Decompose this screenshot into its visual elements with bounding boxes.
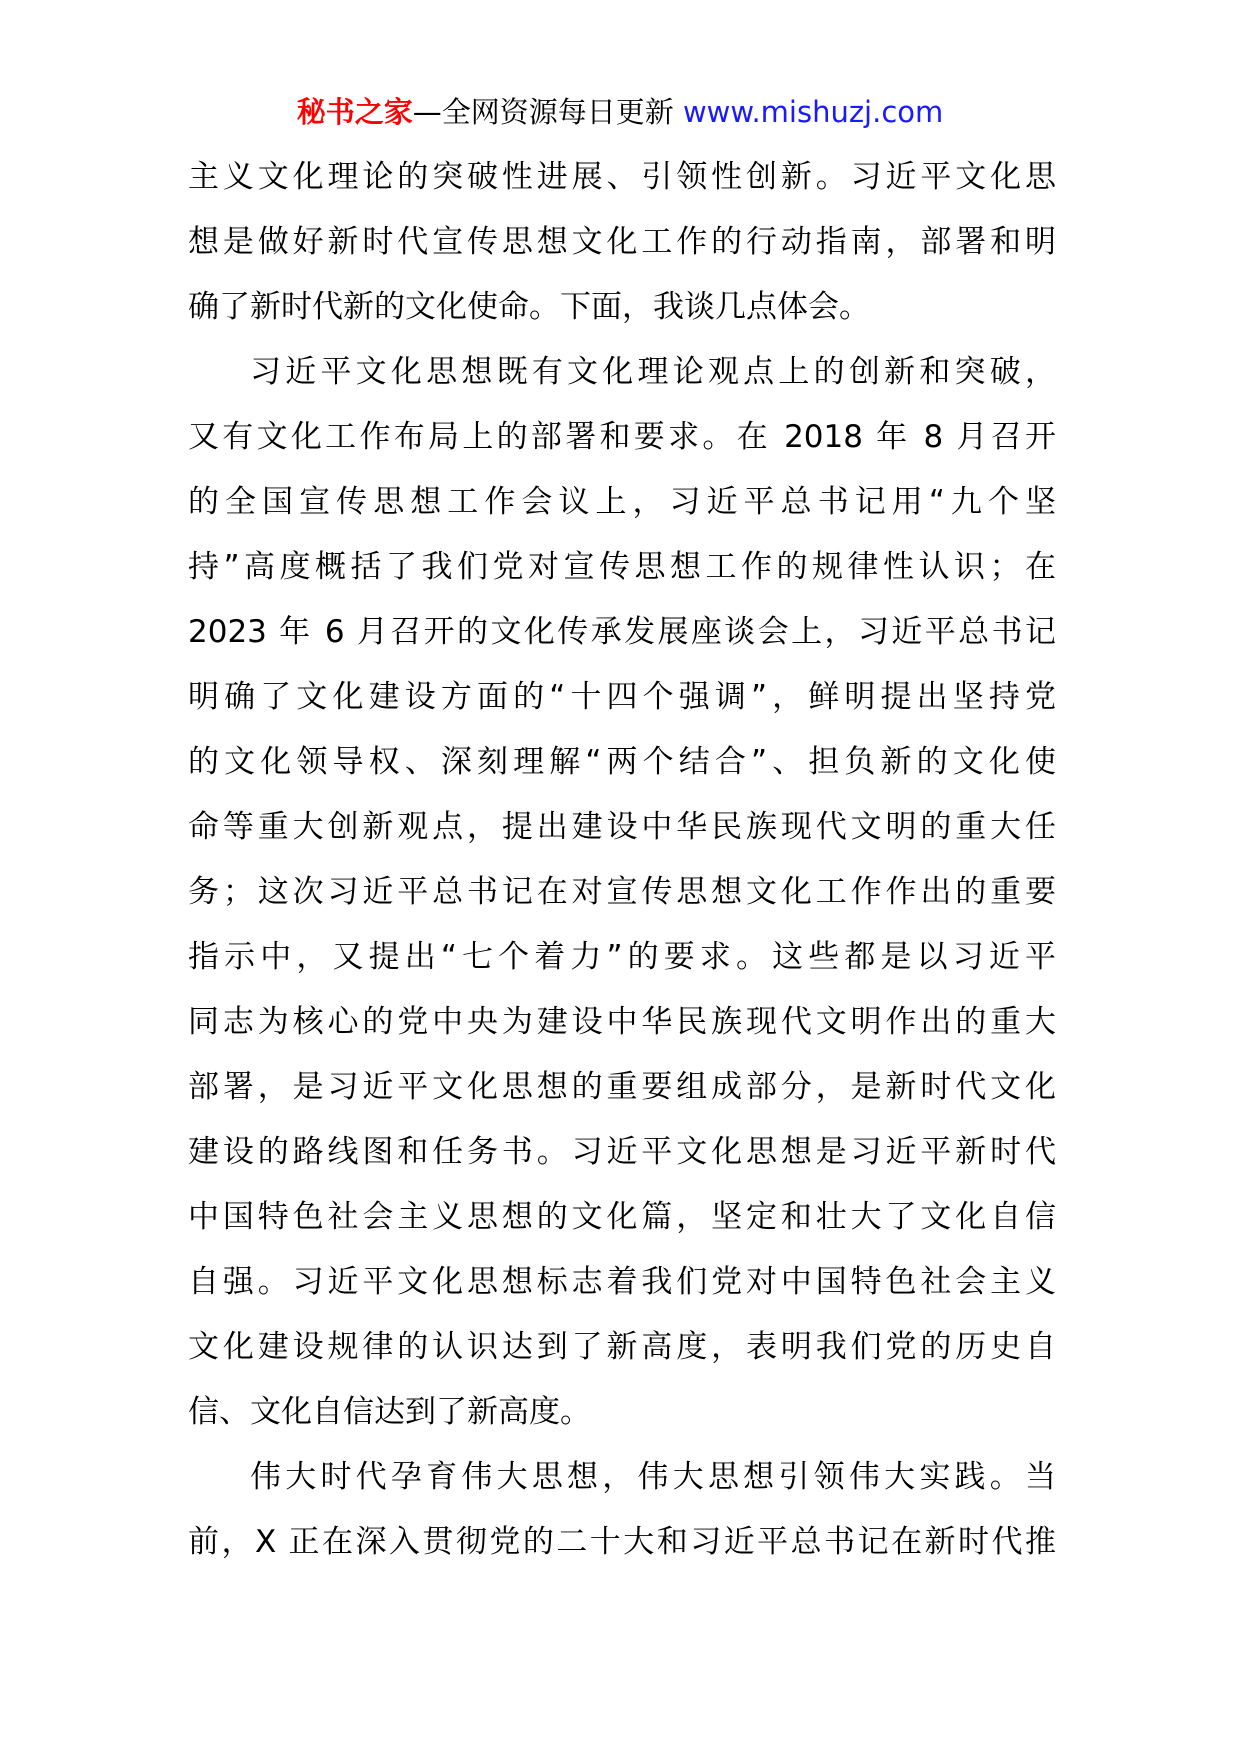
text-line: 务；这次习近平总书记在对宣传思想文化工作作出的重要 [188,874,1056,910]
document-body [188,145,1056,1575]
text-line: 的文化领导权、深刻理解“两个结合”、担负新的文化使 [188,744,1056,780]
text-line: 持”高度概括了我们党对宣传思想工作的规律性认识；在 [188,549,1056,585]
text-line: 命等重大创新观点，提出建设中华民族现代文明的重大任 [188,809,1056,845]
text-line: 明确了文化建设方面的“十四个强调”，鲜明提出坚持党 [188,679,1056,715]
paragraph [188,340,1056,1445]
text-line: 信、文化自信达到了新高度。 [188,1394,591,1430]
site-url-link[interactable]: www.mishuzj.com [682,95,944,129]
text-line: 又有文化工作布局上的部署和要求。在 2018 年 8 月召开 [188,419,1056,455]
text-line: 伟大时代孕育伟大思想，伟大思想引领伟大实践。当 [250,1459,1056,1495]
text-line: 建设的路线图和任务书。习近平文化思想是习近平新时代 [188,1134,1056,1170]
text-line: 自强。习近平文化思想标志着我们党对中国特色社会主义 [188,1264,1056,1300]
brand-name: 秘书之家 [296,95,413,129]
paragraph [188,1445,1056,1575]
text-line: 想是做好新时代宣传思想文化工作的行动指南，部署和明 [188,224,1056,260]
text-line: 的全国宣传思想工作会议上，习近平总书记用“九个坚 [188,484,1056,520]
text-line: 部署，是习近平文化思想的重要组成部分，是新时代文化 [188,1069,1056,1105]
text-line: 前，X 正在深入贯彻党的二十大和习近平总书记在新时代推 [188,1524,1056,1560]
header-tagline: —全网资源每日更新 [412,95,674,129]
text-line: 习近平文化思想既有文化理论观点上的创新和突破， [250,354,1056,390]
text-line: 2023 年 6 月召开的文化传承发展座谈会上，习近平总书记 [188,614,1056,650]
text-line: 同志为核心的党中央为建设中华民族现代文明作出的重大 [188,1004,1056,1040]
text-line: 主义文化理论的突破性进展、引领性创新。习近平文化思 [188,159,1056,195]
text-line: 确了新时代新的文化使命。下面，我谈几点体会。 [188,289,870,325]
text-line: 指示中，又提出“七个着力”的要求。这些都是以习近平 [188,939,1056,975]
text-line: 中国特色社会主义思想的文化篇，坚定和壮大了文化自信 [188,1199,1056,1235]
site-header [0,92,1240,132]
paragraph [188,145,1056,340]
text-line: 文化建设规律的认识达到了新高度，表明我们党的历史自 [188,1329,1056,1365]
